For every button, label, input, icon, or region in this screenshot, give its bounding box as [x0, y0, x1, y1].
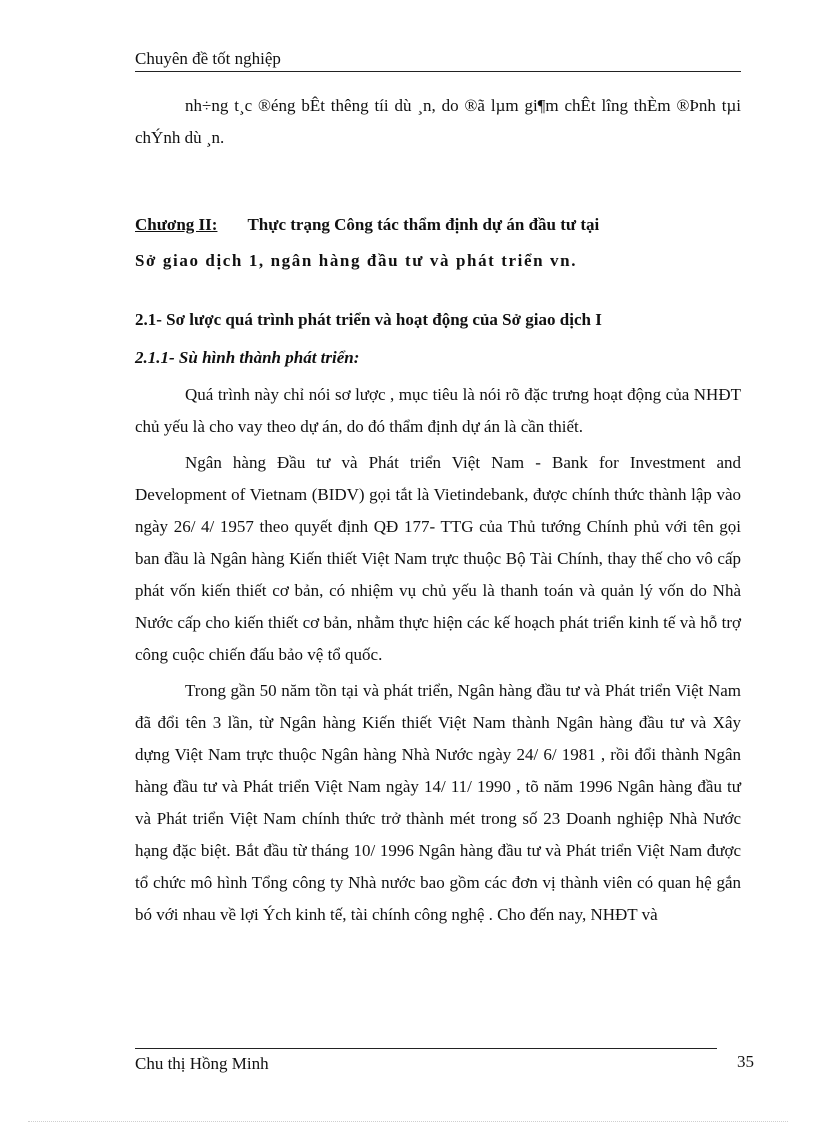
section-heading: 2.1- Sơ lược quá trình phát triển và hoạt động của Sở giao dịch I — [135, 310, 602, 329]
document-body — [135, 90, 741, 931]
page-number: 35 — [737, 1052, 754, 1071]
chapter-label: Chương II: — [135, 215, 218, 234]
paragraph-intro: Quá trình này chỉ nói sơ lược , mục tiêu là nói rõ đặc trưng hoạt động của NHĐT chủ yếu là cho vay theo dự án, do đó thẩm định dự án là cần thiết. — [135, 385, 741, 436]
paragraph-continued: nh÷ng t¸c ®éng bÊt thêng tíi dù ¸n, do ®ã lµm gi¶m chÊt lîng thÈm ®Þnh tµi chÝnh dù ¸n. — [135, 96, 741, 147]
chapter-title-line1: Thực trạng Công tác thẩm định dự án đầu tư tại — [247, 215, 600, 234]
footer-author: Chu thị Hồng Minh — [135, 1054, 269, 1073]
subsection-heading: 2.1.1- Sù hình thành phát triển: — [135, 348, 360, 367]
page-bottom-border — [28, 1121, 788, 1122]
paragraph-bidv-founding: Ngân hàng Đầu tư và Phát triển Việt Nam - Bank for Investment and Development of Vietnam (BIDV) gọi tắt là Vietindebank, được chính thức thành lập vào ngày 26/ 4/ 1957 theo quyết định QĐ 177- TTG của Thủ tướng Chính phủ với tên gọi ban đầu là Ngân hàng Kiến thiết Việt Nam trực thuộc Bộ Tài Chính, thay thế cho vô cấp phát vốn kiến thiết cơ bản, có nhiệm vụ chủ yếu là thanh toán và quản lý vốn do Nhà Nước cấp cho kiến thiết cơ bản, nhằm thực hiện các kế hoạch phát triển kinh tế và hỗ trợ công cuộc chiến đấu bảo vệ tổ quốc. — [135, 453, 741, 664]
header-divider — [135, 71, 741, 72]
header-title: Chuyên đề tốt nghiệp — [135, 49, 281, 68]
chapter-heading — [135, 207, 741, 243]
chapter-title-line2: Sở giao dịch 1, ngân hàng đầu tư và phát triển vn. — [135, 251, 578, 270]
paragraph-bidv-history: Trong gần 50 năm tồn tại và phát triển, Ngân hàng đầu tư và Phát triển Việt Nam đã đổi tên 3 lần, từ Ngân hàng Kiến thiết Việt Nam thành Ngân hàng đầu tư và Xây dựng Việt Nam trực thuộc Ngân hàng Nhà Nước ngày 24/ 6/ 1981 , rồi đổi thành Ngân hàng đầu tư và Phát triển Việt Nam ngày 14/ 11/ 1990 , tõ năm 1996 Ngân hàng đầu tư và Phát triển Việt Nam chính thức trở thành mét trong số 23 Doanh nghiệp Nhà Nước hạng đặc biệt. Bắt đầu từ tháng 10/ 1996 Ngân hàng đầu tư và Phát triển Việt Nam được tổ chức mô hình Tổng công ty Nhà nước bao gồm các đơn vị thành viên có quan hệ gắn bó với nhau về lợi Ých kinh tế, tài chính công nghệ . Cho đến nay, NHĐT và — [135, 681, 741, 924]
footer-divider — [135, 1048, 717, 1049]
